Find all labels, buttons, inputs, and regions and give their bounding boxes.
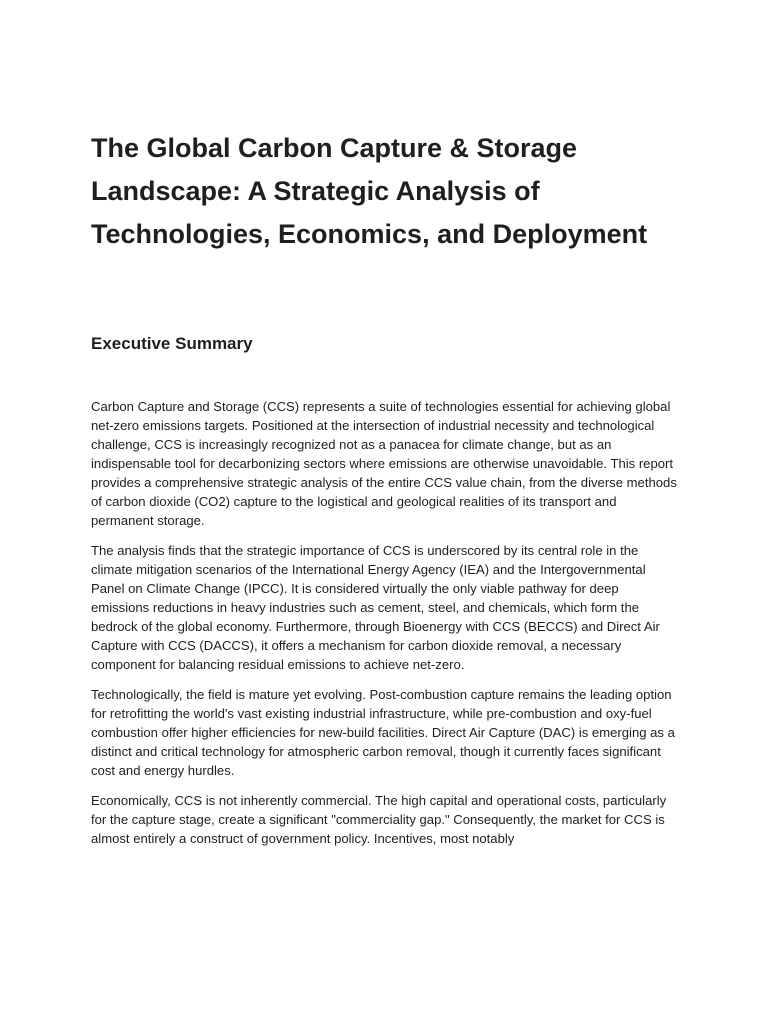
- document-title: The Global Carbon Capture & Storage Landscape: A Strategic Analysis of Technologies, Economics, and Deployment: [91, 133, 648, 249]
- paragraph: Economically, CCS is not inherently commercial. The high capital and operational costs, particularly for the capture stage, create a significant "commerciality gap." Consequently, the market for CCS is almost entirely a construct of government policy. Incentives, most notably: [91, 793, 667, 846]
- paragraph: Technologically, the field is mature yet evolving. Post-combustion capture remains the leading option for retrofitting the world's vast existing industrial infrastructure, while pre-combustion and oxy-fuel combustion offer higher efficiencies for new-build facilities. Direct Air Capture (DAC) is emerging as a distinct and critical technology for atmospheric carbon removal, though it currently faces significant cost and energy hurdles.: [91, 687, 675, 778]
- paragraph: Carbon Capture and Storage (CCS) represents a suite of technologies essential for achieving global net-zero emissions targets. Positioned at the intersection of industrial necessity and technological challenge, CCS is increasingly recognized not as a panacea for climate change, but as an indispensable tool for decarbonizing sectors where emissions are otherwise unavoidable. This report provides a comprehensive strategic analysis of the entire CCS value chain, from the diverse methods of carbon dioxide (CO2) capture to the logistical and geological realities of its transport and permanent storage.: [91, 399, 677, 528]
- section-heading: Executive Summary: [91, 334, 253, 353]
- body-text: [91, 397, 678, 848]
- paragraph: The analysis finds that the strategic importance of CCS is underscored by its central role in the climate mitigation scenarios of the International Energy Agency (IEA) and the Intergovernmental Panel on Climate Change (IPCC). It is considered virtually the only viable pathway for deep emissions reductions in heavy industries such as cement, steel, and chemicals, which form the bedrock of the global economy. Furthermore, through Bioenergy with CCS (BECCS) and Direct Air Capture with CCS (DACCS), it offers a mechanism for carbon dioxide removal, a necessary component for balancing residual emissions to achieve net-zero.: [91, 543, 660, 672]
